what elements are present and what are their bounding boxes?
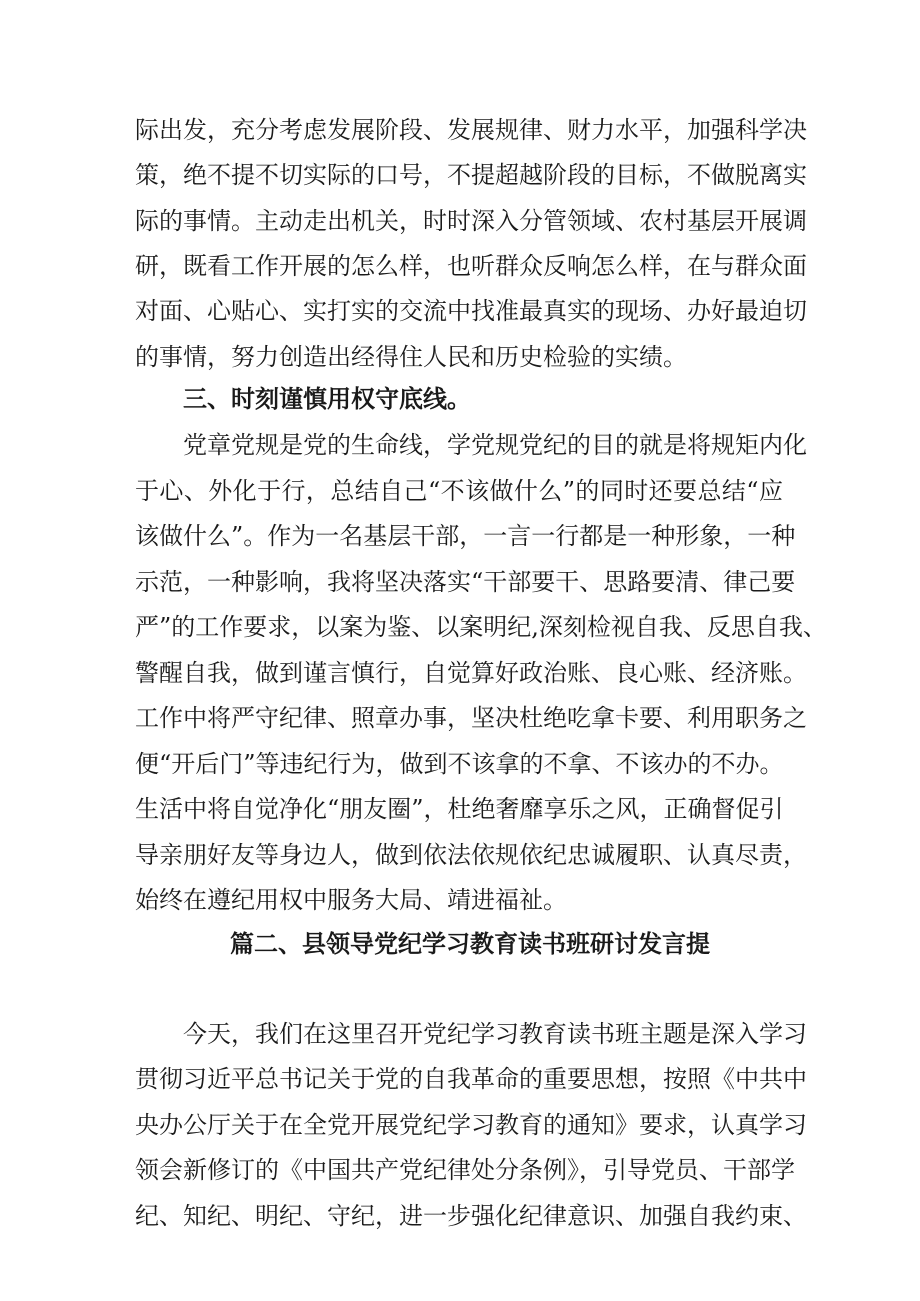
section-heading: 三、时刻谨慎用权守底线。 xyxy=(183,385,471,413)
paragraph-line: 该做什么”。作为一名基层干部，一言一行都是一种形象，一种 xyxy=(135,522,796,550)
paragraph-line: 今天，我们在这里召开党纪学习教育读书班主题是深入学习 xyxy=(183,1020,807,1048)
paragraph-line: 生活中将自觉净化“朋友圈”，杜绝奢靡享乐之风，正确督促引 xyxy=(135,795,784,823)
paragraph-line: 纪、知纪、明纪、守纪，进一步强化纪律意识、加强自我约束、 xyxy=(135,1202,807,1230)
paragraph-line: 的事情，努力创造出经得住人民和历史检验的实绩。 xyxy=(135,343,687,371)
paragraph-line: 党章党规是党的生命线，学党规党纪的目的就是将规矩内化 xyxy=(183,431,807,459)
paragraph-line: 警醒自我，做到谨言慎行，自觉算好政治账、良心账、经济账。 xyxy=(135,659,807,687)
paragraph-line: 央办公厅关于在全党开展党纪学习教育的通知》要求，认真学习 xyxy=(135,1111,807,1139)
paragraph-line: 便“开后门”等违纪行为，做到不该拿的不拿、不该办的不办。 xyxy=(135,750,784,778)
paragraph-line: 严”的工作要求，以案为鉴、以案明纪,深刻检视自我、反思自我、 xyxy=(135,613,827,641)
paragraph-line: 于心、外化于行，总结自己“不该做什么”的同时还要总结“应 xyxy=(135,477,783,505)
paragraph-line: 领会新修订的《中国共产党纪律处分条例》，引导党员、干部学 xyxy=(135,1156,795,1184)
paragraph-line: 示范，一种影响，我将坚决落实“干部要干、思路要清、律己要 xyxy=(135,568,796,596)
paragraph-line: 贯彻习近平总书记关于党的自我革命的重要思想，按照《中共中 xyxy=(135,1065,807,1093)
paragraph-line: 际出发，充分考虑发展阶段、发展规律、财力水平，加强科学决 xyxy=(135,116,807,144)
paragraph-line: 策，绝不提不切实际的口号，不提超越阶段的目标，不做脱离实 xyxy=(135,161,807,189)
paragraph-line: 始终在遵纪用权中服务大局、靖进福祉。 xyxy=(135,886,567,914)
paragraph-line: 导亲朋好友等身边人，做到依法依规依纪忠诚履职、认真尽责， xyxy=(135,841,807,869)
article-title: 篇二、县领导党纪学习教育读书班研讨发言提 xyxy=(230,930,710,958)
paragraph-line: 对面、心贴心、实打实的交流中找准最真实的现场、办好最迫切 xyxy=(135,297,807,325)
paragraph-line: 际的事情。主动走出机关，时时深入分管领域、农村基层开展调 xyxy=(135,207,807,235)
paragraph-line: 研，既看工作开展的怎么样，也听群众反响怎么样，在与群众面 xyxy=(135,252,807,280)
paragraph-line: 工作中将严守纪律、照章办事，坚决杜绝吃拿卡要、利用职务之 xyxy=(135,704,807,732)
